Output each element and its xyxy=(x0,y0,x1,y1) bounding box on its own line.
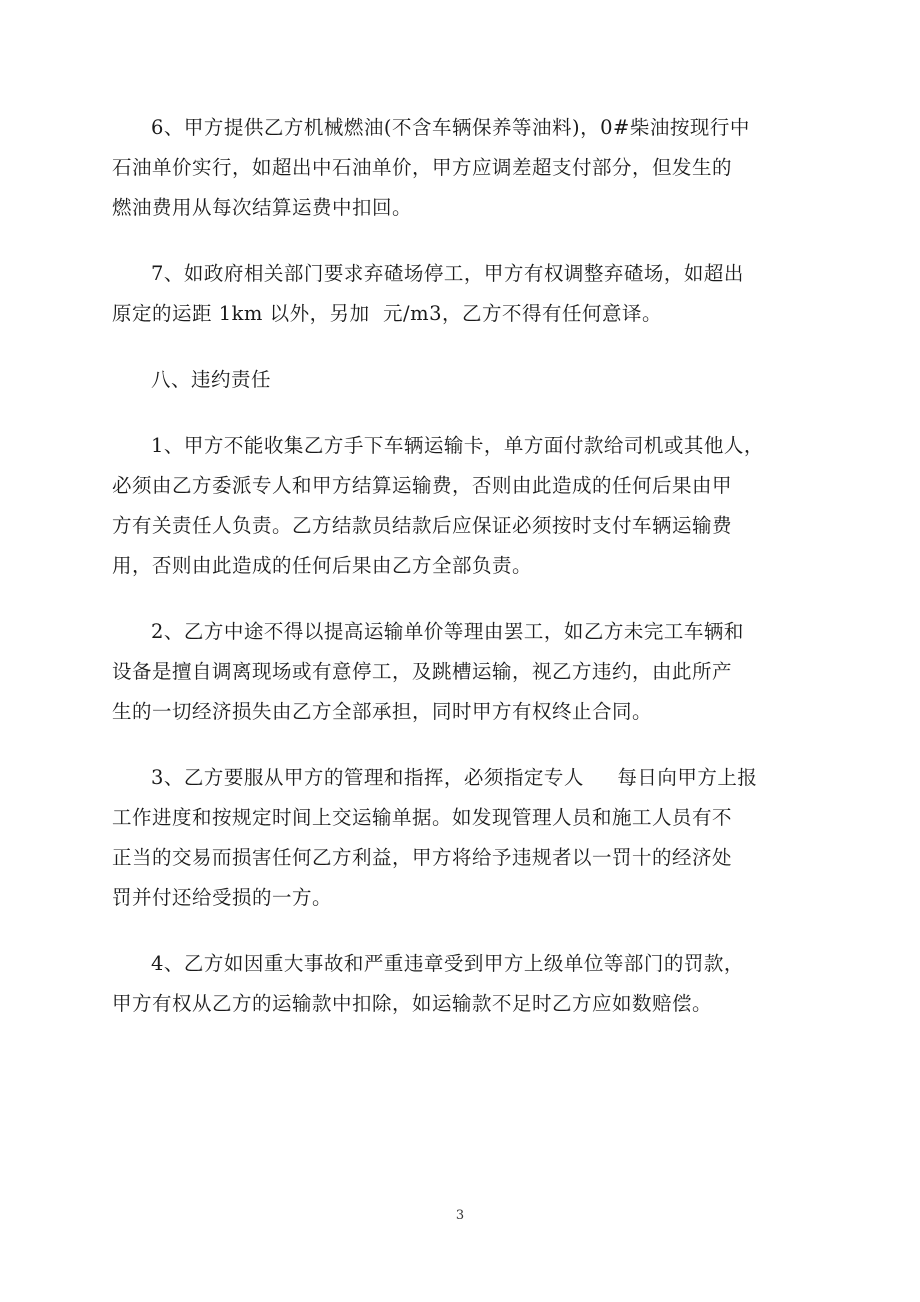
clause-7-line-1: 7、如政府相关部门要求弃碴场停工，甲方有权调整弃碴场，如超出 xyxy=(151,262,744,285)
breach-3-line-4: 罚并付还给受损的一方。 xyxy=(112,886,333,909)
clause-6-line-2: 石油单价实行，如超出中石油单价，甲方应调差超支付部分，但发生的 xyxy=(112,156,733,179)
breach-4-line-2: 甲方有权从乙方的运输款中扣除，如运输款不足时乙方应如数赔偿。 xyxy=(112,992,713,1015)
clause-6-paragraph xyxy=(112,108,812,228)
breach-1-line-2: 必须由乙方委派专人和甲方结算运输费，否则由此造成的任何后果由甲 xyxy=(112,474,733,497)
breach-clause-1 xyxy=(112,426,812,586)
breach-2-line-1: 2、乙方中途不得以提高运输单价等理由罢工，如乙方未完工车辆和 xyxy=(151,620,744,643)
breach-clause-4 xyxy=(112,944,812,1024)
clause-7-line-2: 原定的运距 1km 以外，另加 元/m3，乙方不得有任何意译。 xyxy=(112,302,662,325)
breach-1-line-1: 1、甲方不能收集乙方手下车辆运输卡，单方面付款给司机或其他人， xyxy=(151,434,764,457)
breach-2-line-2: 设备是擅自调离现场或有意停工，及跳槽运输，视乙方违约，由此所产 xyxy=(112,660,733,683)
breach-clause-3 xyxy=(112,758,812,918)
breach-4-line-1: 4、乙方如因重大事故和严重违章受到甲方上级单位等部门的罚款， xyxy=(151,952,744,975)
clause-6-line-3: 燃油费用从每次结算运费中扣回。 xyxy=(112,196,413,219)
breach-2-line-3: 生的一切经济损失由乙方全部承担，同时甲方有权终止合同。 xyxy=(112,700,653,723)
breach-3-line-2: 工作进度和按规定时间上交运输单据。如发现管理人员和施工人员有不 xyxy=(112,806,733,829)
page-number: 3 xyxy=(455,1208,465,1223)
breach-1-line-4: 用，否则由此造成的任何后果由乙方全部负责。 xyxy=(112,554,533,577)
clause-6-line-1: 6、甲方提供乙方机械燃油(不含车辆保养等油料)，0#柴油按现行中 xyxy=(151,116,750,139)
document-body xyxy=(112,108,812,1050)
breach-clause-2 xyxy=(112,612,812,732)
breach-1-line-3: 方有关责任人负责。乙方结款员结款后应保证必须按时支付车辆运输费 xyxy=(112,514,733,537)
clause-7-paragraph xyxy=(112,254,812,334)
section-heading-breach: 八、违约责任 xyxy=(151,368,272,391)
breach-3-line-1: 3、乙方要服从甲方的管理和指挥，必须指定专人 每日向甲方上报 xyxy=(151,766,758,789)
breach-3-line-3: 正当的交易而损害任何乙方利益，甲方将给予违规者以一罚十的经济处 xyxy=(112,846,733,869)
